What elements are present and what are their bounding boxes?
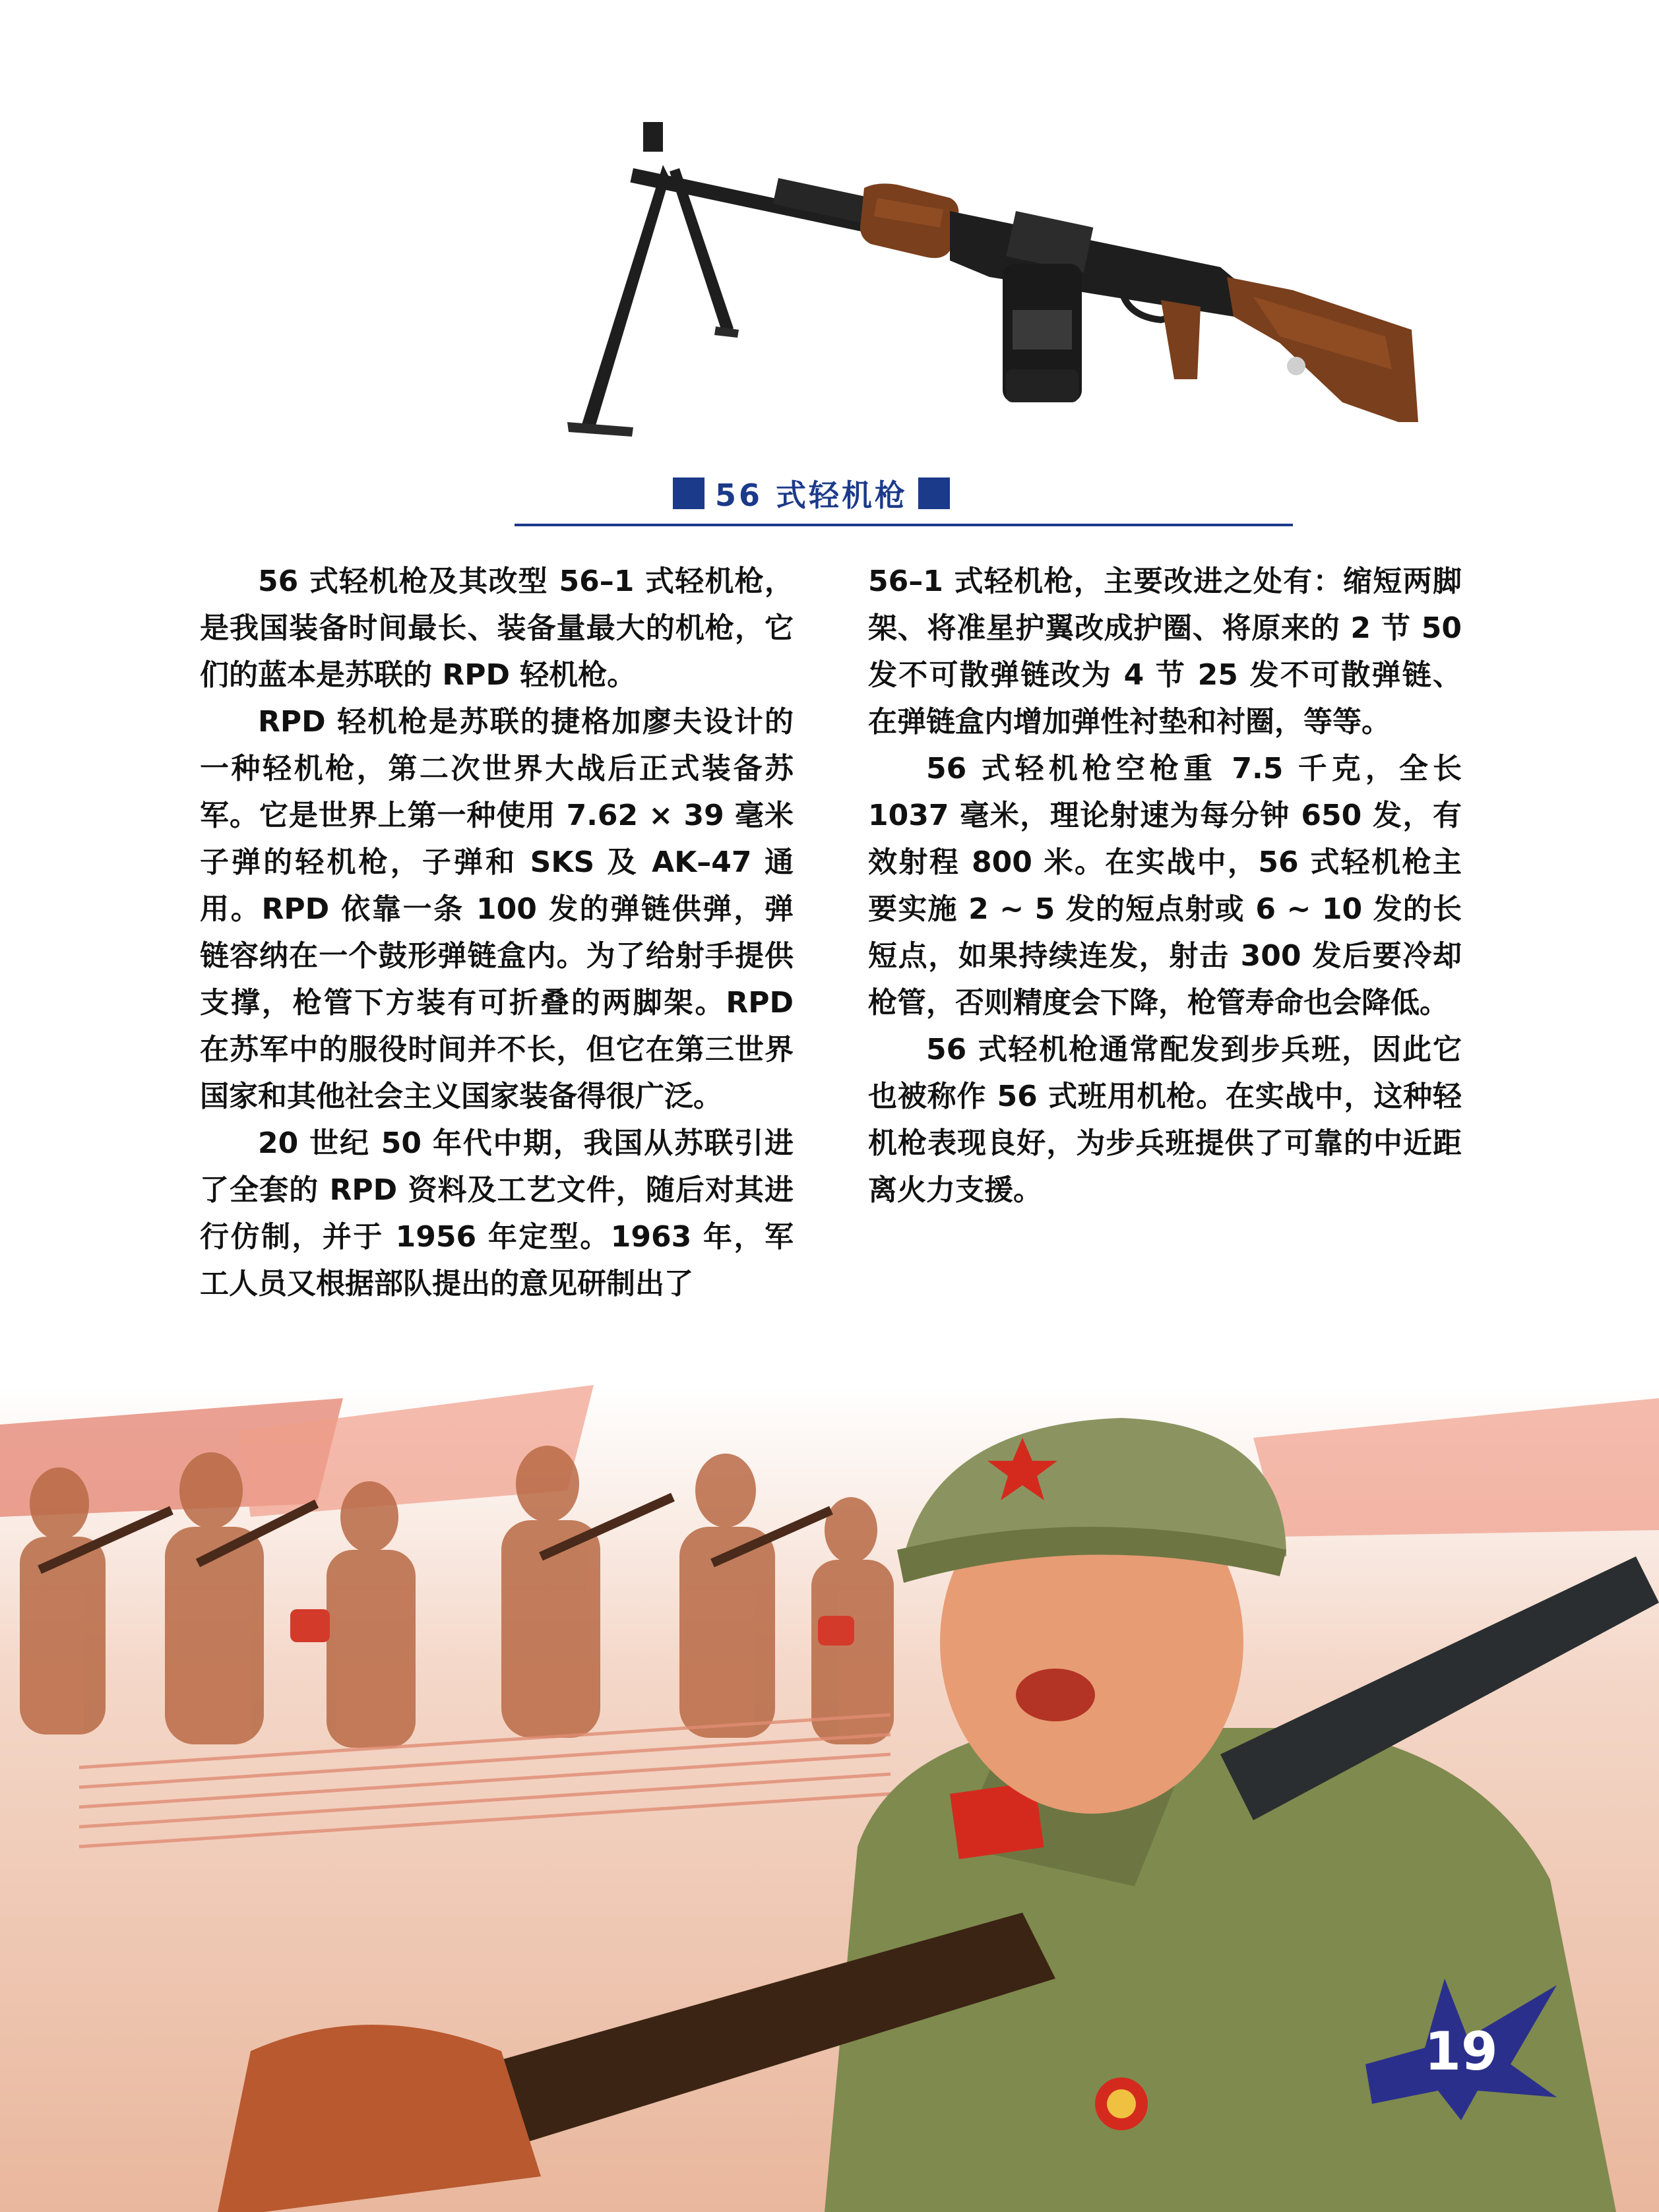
caption-divider bbox=[515, 524, 1293, 526]
article-column-right bbox=[868, 558, 1462, 1214]
page-number-badge bbox=[1352, 1965, 1570, 2124]
page-number: 19 bbox=[1424, 2020, 1498, 2082]
paragraph: RPD 轻机枪是苏联的捷格加廖夫设计的一种轻机枪，第二次世界大战后正式装备苏军。它是世界上第一种使用 7.62 × 39 毫米子弹的轻机枪，子弹和 SKS 及 AK–47 通用。RPD 依靠一条 100 发的弹链供弹，弹链容纳在一个鼓形弹链盒内。为了给射手提供支撑，枪管下方装有可折叠的两脚架。RPD 在苏军中的服役时间并不长，但它在第三世界国家和其他社会主义国家装备得很广泛。 bbox=[200, 705, 794, 1113]
figure-caption bbox=[646, 475, 976, 512]
paragraph: 20 世纪 50 年代中期，我国从苏联引进了全套的 RPD 资料及工艺文件，随后对其进行仿制，并于 1956 年定型。1963 年，军工人员又根据部队提出的意见研制出了 bbox=[200, 1126, 794, 1301]
paragraph-continuation: 56–1 式轻机枪，主要改进之处有：缩短两脚架、将准星护翼改成护圈、将原来的 2 节 50 发不可散弹链改为 4 节 25 发不可散弹链、在弹链盒内增加弹性衬垫和衬圈，等等。 bbox=[868, 565, 1462, 739]
caption-text: 56 式轻机枪 bbox=[714, 477, 908, 513]
paragraph: 56 式轻机枪通常配发到步兵班，因此它也被称作 56 式班用机枪。在实战中，这种轻机枪表现良好，为步兵班提供了可靠的中近距离火力支援。 bbox=[868, 1033, 1462, 1207]
article-column-left bbox=[200, 558, 794, 1307]
caption-square-left bbox=[673, 477, 704, 509]
caption-square-right bbox=[918, 477, 950, 509]
machine-gun-photo bbox=[0, 0, 1659, 462]
paragraph: 56 式轻机枪空枪重 7.5 千克，全长 1037 毫米，理论射速为每分钟 650 发，有效射程 800 米。在实战中，56 式轻机枪主要实施 2 ~ 5 发的短点射或 6 ~ 10 发的长短点，如果持续连发，射击 300 发后要冷却枪管，否则精度会下降，枪管寿命也会降低。 bbox=[868, 752, 1462, 1020]
paragraph: 56 式轻机枪及其改型 56–1 式轻机枪，是我国装备时间最长、装备量最大的机枪，它们的蓝本是苏联的 RPD 轻机枪。 bbox=[200, 565, 794, 692]
